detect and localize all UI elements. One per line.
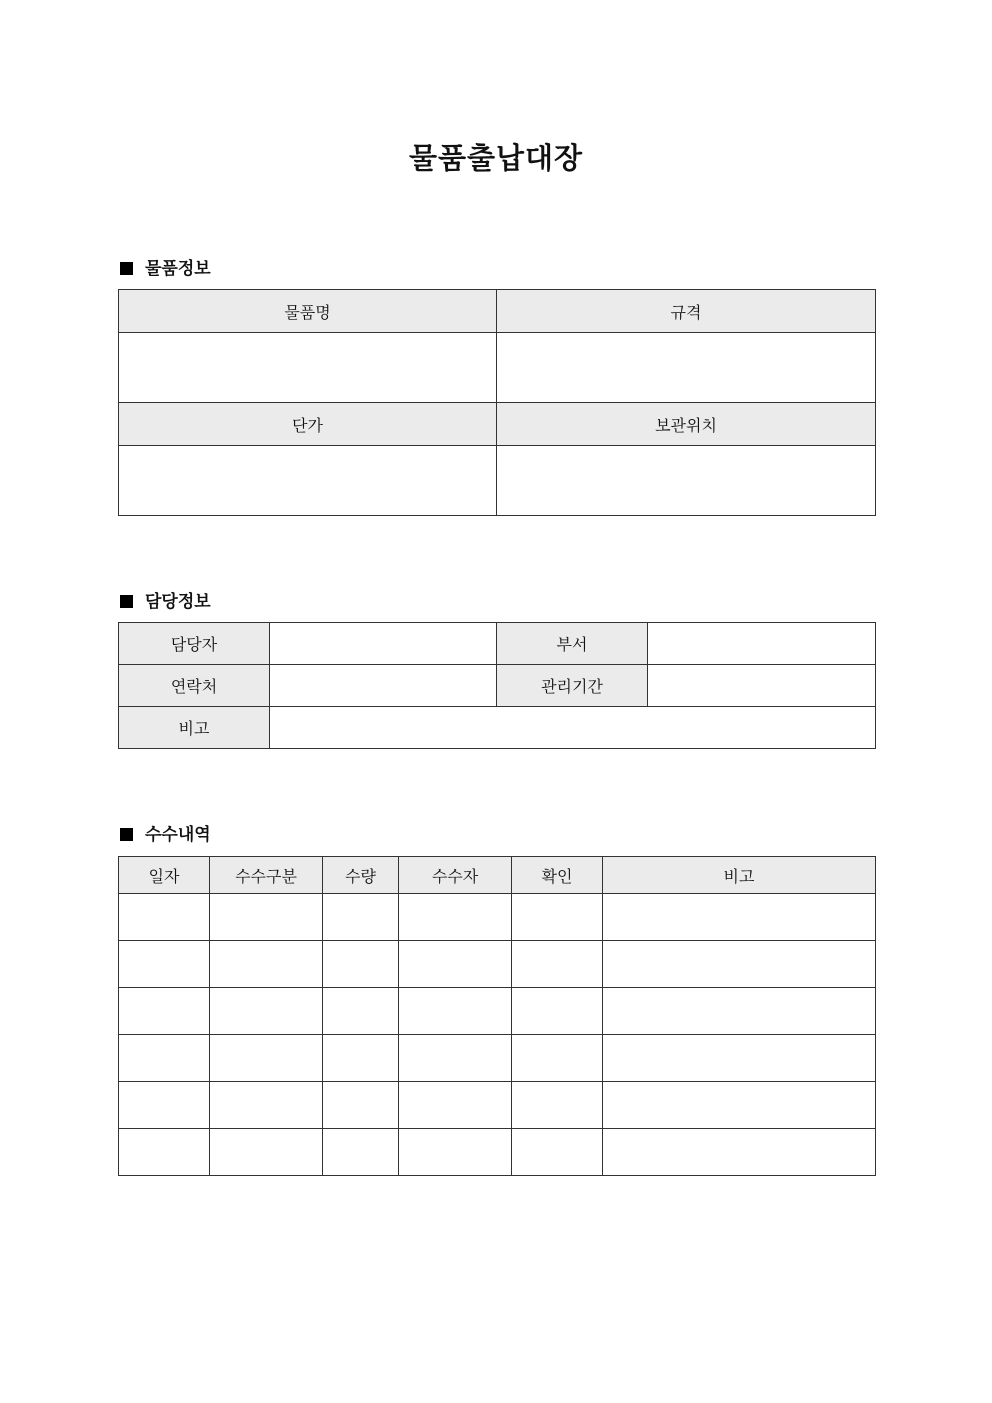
field-unit-price[interactable] bbox=[119, 446, 497, 516]
table-row bbox=[119, 941, 876, 988]
table-cell[interactable] bbox=[210, 1129, 323, 1176]
square-bullet-icon bbox=[120, 595, 133, 608]
field-department[interactable] bbox=[648, 623, 876, 665]
table-cell[interactable] bbox=[399, 941, 512, 988]
table-cell[interactable] bbox=[603, 988, 876, 1035]
table-cell[interactable] bbox=[399, 1035, 512, 1082]
column-header-quantity: 수량 bbox=[323, 857, 399, 894]
table-cell[interactable] bbox=[323, 1035, 399, 1082]
table-cell[interactable] bbox=[603, 1129, 876, 1176]
field-remarks[interactable] bbox=[270, 707, 876, 749]
field-storage-location[interactable] bbox=[497, 446, 876, 516]
square-bullet-icon bbox=[120, 828, 133, 841]
column-header-remarks: 비고 bbox=[603, 857, 876, 894]
table-cell[interactable] bbox=[323, 894, 399, 941]
column-header-type: 수수구분 bbox=[210, 857, 323, 894]
table-cell[interactable] bbox=[512, 1129, 603, 1176]
table-row bbox=[119, 1082, 876, 1129]
table-cell[interactable] bbox=[323, 941, 399, 988]
table-cell[interactable] bbox=[323, 1082, 399, 1129]
field-management-period[interactable] bbox=[648, 665, 876, 707]
table-cell[interactable] bbox=[399, 1082, 512, 1129]
label-item-spec: 규격 bbox=[497, 290, 876, 333]
label-management-period: 관리기간 bbox=[497, 665, 648, 707]
item-info-table bbox=[118, 289, 876, 516]
label-manager: 담당자 bbox=[119, 623, 270, 665]
section-heading-item-info bbox=[120, 254, 211, 279]
label-unit-price: 단가 bbox=[119, 403, 497, 446]
label-remarks: 비고 bbox=[119, 707, 270, 749]
section-heading-manager-info bbox=[120, 587, 211, 612]
label-contact: 연락처 bbox=[119, 665, 270, 707]
table-cell[interactable] bbox=[603, 1035, 876, 1082]
document-title: 물품출납대장 bbox=[408, 141, 584, 175]
field-manager[interactable] bbox=[270, 623, 497, 665]
table-row bbox=[119, 988, 876, 1035]
table-row bbox=[119, 1129, 876, 1176]
table-cell[interactable] bbox=[119, 941, 210, 988]
table-cell[interactable] bbox=[210, 894, 323, 941]
table-cell[interactable] bbox=[210, 1035, 323, 1082]
section-heading-history bbox=[120, 820, 211, 845]
column-header-date: 일자 bbox=[119, 857, 210, 894]
label-department: 부서 bbox=[497, 623, 648, 665]
table-cell[interactable] bbox=[119, 894, 210, 941]
table-cell[interactable] bbox=[512, 988, 603, 1035]
table-cell[interactable] bbox=[399, 1129, 512, 1176]
field-contact[interactable] bbox=[270, 665, 497, 707]
table-cell[interactable] bbox=[323, 988, 399, 1035]
label-item-name: 물품명 bbox=[119, 290, 497, 333]
table-cell[interactable] bbox=[399, 988, 512, 1035]
table-cell[interactable] bbox=[512, 1035, 603, 1082]
history-header-row bbox=[119, 857, 876, 894]
table-cell[interactable] bbox=[603, 941, 876, 988]
table-cell[interactable] bbox=[603, 1082, 876, 1129]
table-cell[interactable] bbox=[323, 1129, 399, 1176]
table-cell[interactable] bbox=[512, 1082, 603, 1129]
table-cell[interactable] bbox=[119, 988, 210, 1035]
table-cell[interactable] bbox=[119, 1082, 210, 1129]
section-heading-label: 담당정보 bbox=[145, 592, 211, 612]
column-header-recipient: 수수자 bbox=[399, 857, 512, 894]
history-table bbox=[118, 856, 876, 1176]
table-cell[interactable] bbox=[210, 988, 323, 1035]
table-cell[interactable] bbox=[119, 1129, 210, 1176]
section-heading-label: 수수내역 bbox=[145, 825, 211, 845]
table-cell[interactable] bbox=[512, 941, 603, 988]
table-cell[interactable] bbox=[119, 1035, 210, 1082]
table-row bbox=[119, 1035, 876, 1082]
square-bullet-icon bbox=[120, 262, 133, 275]
label-storage-location: 보관위치 bbox=[497, 403, 876, 446]
table-cell[interactable] bbox=[210, 1082, 323, 1129]
section-heading-label: 물품정보 bbox=[145, 259, 211, 279]
table-cell[interactable] bbox=[399, 894, 512, 941]
table-cell[interactable] bbox=[603, 894, 876, 941]
column-header-confirm: 확인 bbox=[512, 857, 603, 894]
field-item-spec[interactable] bbox=[497, 333, 876, 403]
manager-info-table bbox=[118, 622, 876, 749]
table-row bbox=[119, 894, 876, 941]
table-cell[interactable] bbox=[210, 941, 323, 988]
field-item-name[interactable] bbox=[119, 333, 497, 403]
table-cell[interactable] bbox=[512, 894, 603, 941]
